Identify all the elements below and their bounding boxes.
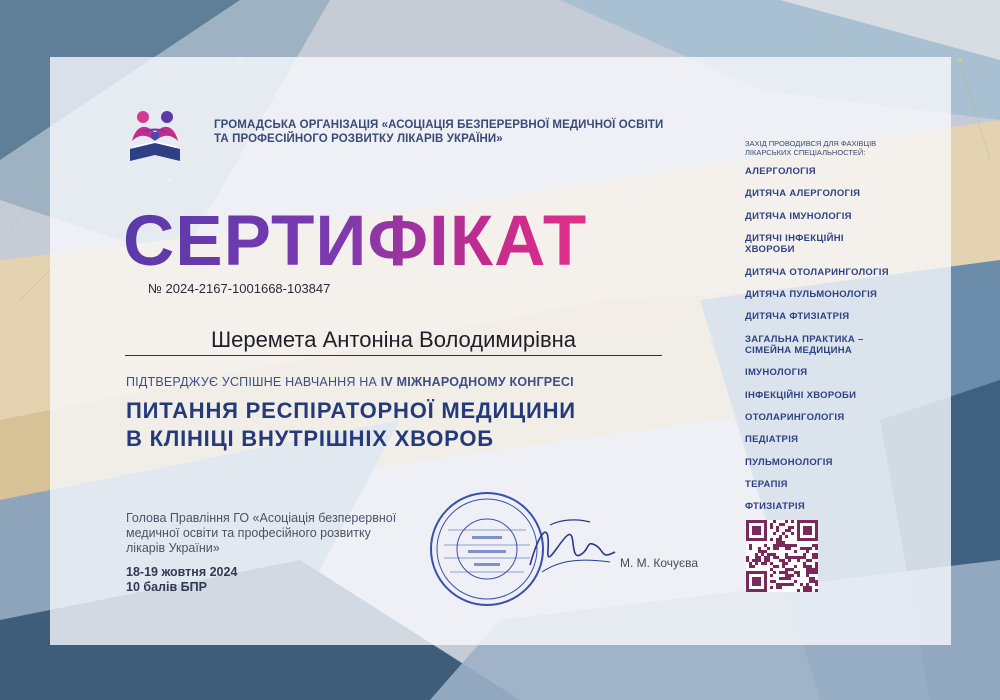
event-details: [126, 565, 237, 595]
specialty-item: ТЕРАПІЯ: [745, 479, 788, 491]
signer-name: М. М. Кочуєва: [620, 556, 699, 570]
specialty-item: ДИТЯЧА ІМУНОЛОГІЯ: [745, 210, 852, 222]
certificate-title: СЕРТИФІКАТ: [123, 202, 588, 281]
organization-logo-icon: [124, 103, 186, 167]
confirmation-prefix: ПІДТВЕРДЖУЄ УСПІШНЕ НАВЧАННЯ НА: [126, 375, 378, 389]
specialty-item: ІМУНОЛОГІЯ: [745, 367, 808, 379]
event-topic: [126, 397, 576, 453]
qr-code-icon[interactable]: [746, 520, 818, 592]
organization-name-line2: ТА ПРОФЕСІЙНОГО РОЗВИТКУ ЛІКАРІВ УКРАЇНИ»: [214, 133, 503, 145]
specialty-item: ФТИЗІАТРІЯ: [745, 501, 805, 513]
specialty-item: ДИТЯЧА АЛЕРГОЛОГІЯ: [745, 188, 861, 200]
specialty-item: ПУЛЬМОНОЛОГІЯ: [745, 456, 833, 468]
specialty-item: ІНФЕКЦІЙНІ ХВОРОБИ: [745, 389, 857, 401]
specialties-list: [745, 166, 895, 524]
specialties-intro: ЗАХІД ПРОВОДИВСЯ ДЛЯ ФАХІВЦІВ ЛІКАРСЬКИХ СПЕЦІАЛЬНОСТЕЙ:: [745, 139, 877, 157]
event-topic-line1: ПИТАННЯ РЕСПІРАТОРНОЇ МЕДИЦИНИ: [126, 398, 576, 423]
cme-points: 10 балів БПР: [126, 580, 207, 594]
organization-name-line1: ГРОМАДСЬКА ОРГАНІЗАЦІЯ «АСОЦІАЦІЯ БЕЗПЕРЕРВНОЇ МЕДИЧНОЇ ОСВІТИ: [214, 119, 664, 131]
specialty-item: ПЕДІАТРІЯ: [745, 434, 799, 446]
specialty-item: ДИТЯЧА ОТОЛАРИНГОЛОГІЯ: [745, 266, 889, 278]
event-topic-line2: В КЛІНІЦІ ВНУТРІШНІХ ХВОРОБ: [126, 426, 494, 451]
head-of-board-label: Голова Правління ГО «Асоціація безперервної медичної освіти та професійного розвитку лікарів України»: [126, 511, 397, 555]
specialty-item: ДИТЯЧА ФТИЗІАТРІЯ: [745, 311, 850, 323]
specialty-item: ДИТЯЧІ ІНФЕКЦІЙНІ ХВОРОБИ: [745, 233, 844, 256]
event-dates: 18-19 жовтня 2024: [126, 565, 238, 579]
recipient-name: Шеремета Антоніна Володимирівна: [125, 327, 662, 356]
organization-name: [214, 118, 663, 146]
confirmation-text: [126, 375, 574, 389]
specialty-item: ОТОЛАРИНГОЛОГІЯ: [745, 411, 845, 423]
confirmation-event: IV МІЖНАРОДНОМУ КОНГРЕСІ: [380, 375, 574, 389]
specialty-item: АЛЕРГОЛОГІЯ: [745, 166, 816, 177]
specialty-item: ДИТЯЧА ПУЛЬМОНОЛОГІЯ: [745, 288, 878, 300]
signature: [520, 510, 620, 580]
certificate-number: № 2024-2167-1001668-103847: [148, 281, 331, 296]
specialty-item: ЗАГАЛЬНА ПРАКТИКА – СІМЕЙНА МЕДИЦИНА: [745, 333, 864, 356]
